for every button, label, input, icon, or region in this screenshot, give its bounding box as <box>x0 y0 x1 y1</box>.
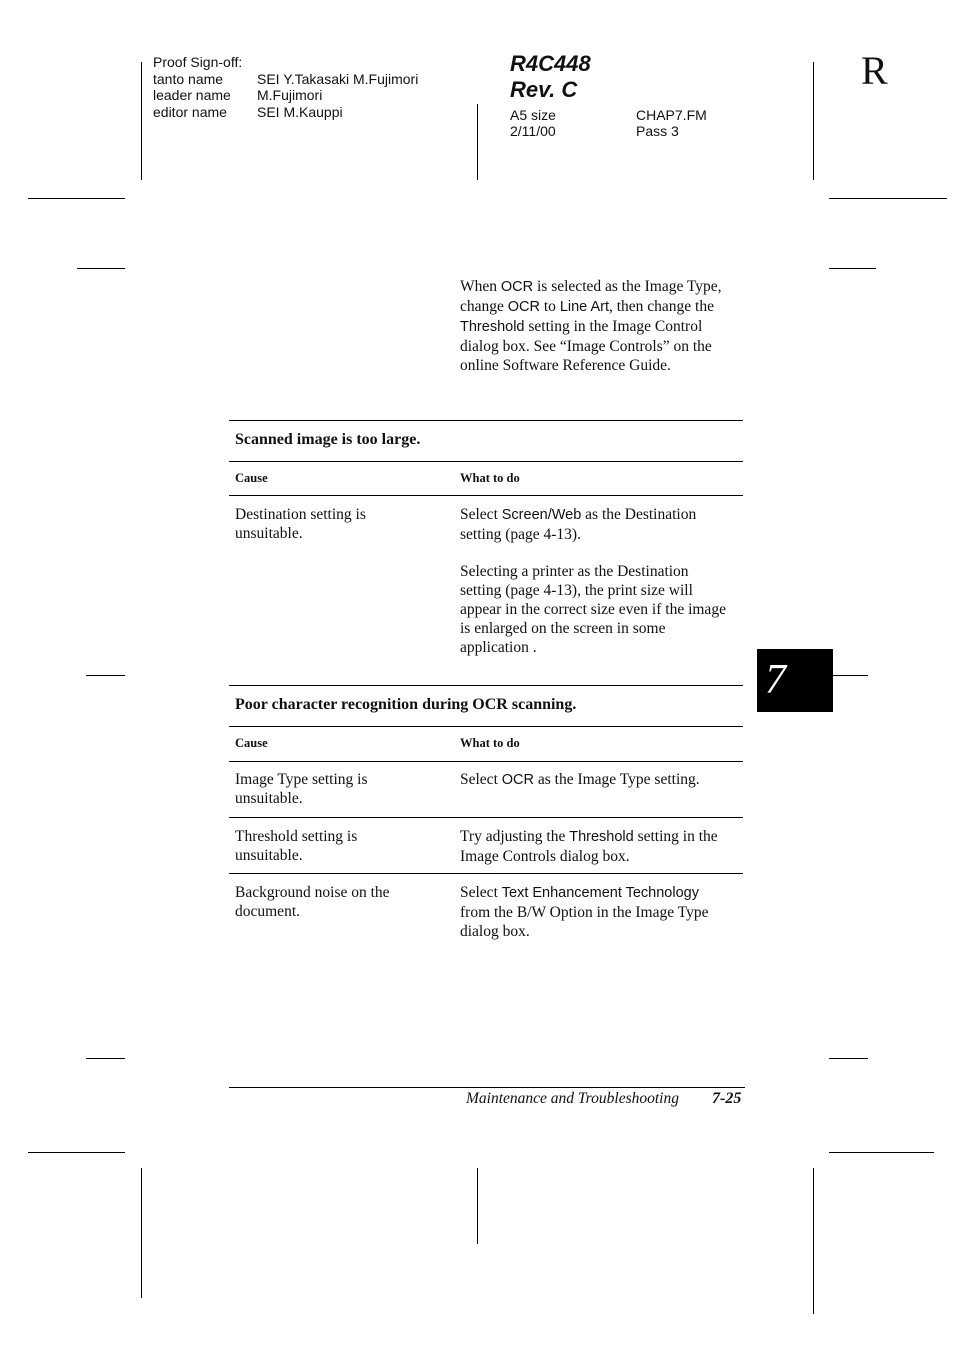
what-to-do-cell: Select OCR as the Image Type setting. <box>460 771 700 788</box>
crop-mark <box>829 198 947 199</box>
crop-mark <box>829 675 868 676</box>
model-code: R4C448 <box>510 51 591 76</box>
what-to-do-cell: Select Text Enhancement Technology from the B/W Option in the Image Type dialog box. <box>460 884 709 940</box>
leader-name-label: leader name <box>153 87 231 103</box>
table-row-rule <box>229 873 743 874</box>
crop-mark <box>829 268 876 269</box>
crop-mark <box>829 1152 934 1153</box>
crop-mark <box>141 62 142 180</box>
table-rule <box>229 761 743 762</box>
section-rule <box>229 420 743 421</box>
cause-column-header: Cause <box>235 736 268 750</box>
crop-mark <box>86 675 125 676</box>
tanto-name-label: tanto name <box>153 71 224 87</box>
footer-chapter-title: Maintenance and Troubleshooting <box>466 1090 679 1107</box>
table-row-rule <box>229 817 743 818</box>
crop-mark <box>77 268 125 269</box>
section-rule <box>229 685 743 686</box>
table-rule <box>229 726 743 727</box>
page-size: A5 size <box>510 107 556 123</box>
cause-cell: Threshold setting is unsuitable. <box>235 828 358 864</box>
section-title-poor-ocr: Poor character recognition during OCR scanning. <box>235 696 577 713</box>
what-to-do-cell: Try adjusting the Threshold setting in the Image Controls dialog box. <box>460 828 718 865</box>
crop-mark <box>28 198 125 199</box>
pass-number: Pass 3 <box>636 123 679 139</box>
crop-mark <box>829 1058 868 1059</box>
what-to-do-column-header: What to do <box>460 471 520 485</box>
leader-name-value: M.Fujimori <box>257 87 323 103</box>
table-rule <box>229 461 743 462</box>
crop-mark <box>86 1058 125 1059</box>
footer-rule <box>229 1087 745 1088</box>
crop-mark <box>813 62 814 180</box>
crop-mark <box>28 1152 125 1153</box>
what-to-do-column-header: What to do <box>460 736 520 750</box>
corner-mark: R <box>861 48 888 93</box>
crop-mark <box>477 104 478 180</box>
footer-page-number: 7-25 <box>712 1090 742 1107</box>
proof-signoff-label: Proof Sign-off: <box>153 54 243 70</box>
editor-name-label: editor name <box>153 104 227 120</box>
crop-mark <box>141 1168 142 1298</box>
editor-name-value: SEI M.Kauppi <box>257 104 343 120</box>
what-to-do-cell: Select Screen/Web as the Destination setting (page 4-13). <box>460 506 697 543</box>
crop-mark <box>477 1168 478 1244</box>
file-name: CHAP7.FM <box>636 107 707 123</box>
proof-date: 2/11/00 <box>510 123 556 139</box>
chapter-tab-number: 7 <box>765 657 786 703</box>
cause-cell: Image Type setting is unsuitable. <box>235 771 368 807</box>
what-to-do-cell-note: Selecting a printer as the Destination setting (page 4-13), the print size will appear in the correct size even if the image is enlarged on the screen in some application . <box>460 563 726 656</box>
revision: Rev. C <box>510 77 578 102</box>
cause-cell: Background noise on the document. <box>235 884 390 920</box>
cause-cell: Destination setting is unsuitable. <box>235 506 366 542</box>
tanto-name-value: SEI Y.Takasaki M.Fujimori <box>257 71 419 87</box>
section-title-image-too-large: Scanned image is too large. <box>235 431 421 448</box>
cause-column-header: Cause <box>235 471 268 485</box>
intro-paragraph: When OCR is selected as the Image Type, change OCR to Line Art, then change the Threshold setting in the Image Control dialog box. See “Image Controls” on the online Software Reference Guide. <box>460 278 722 374</box>
crop-mark <box>813 1168 814 1314</box>
table-rule <box>229 495 743 496</box>
